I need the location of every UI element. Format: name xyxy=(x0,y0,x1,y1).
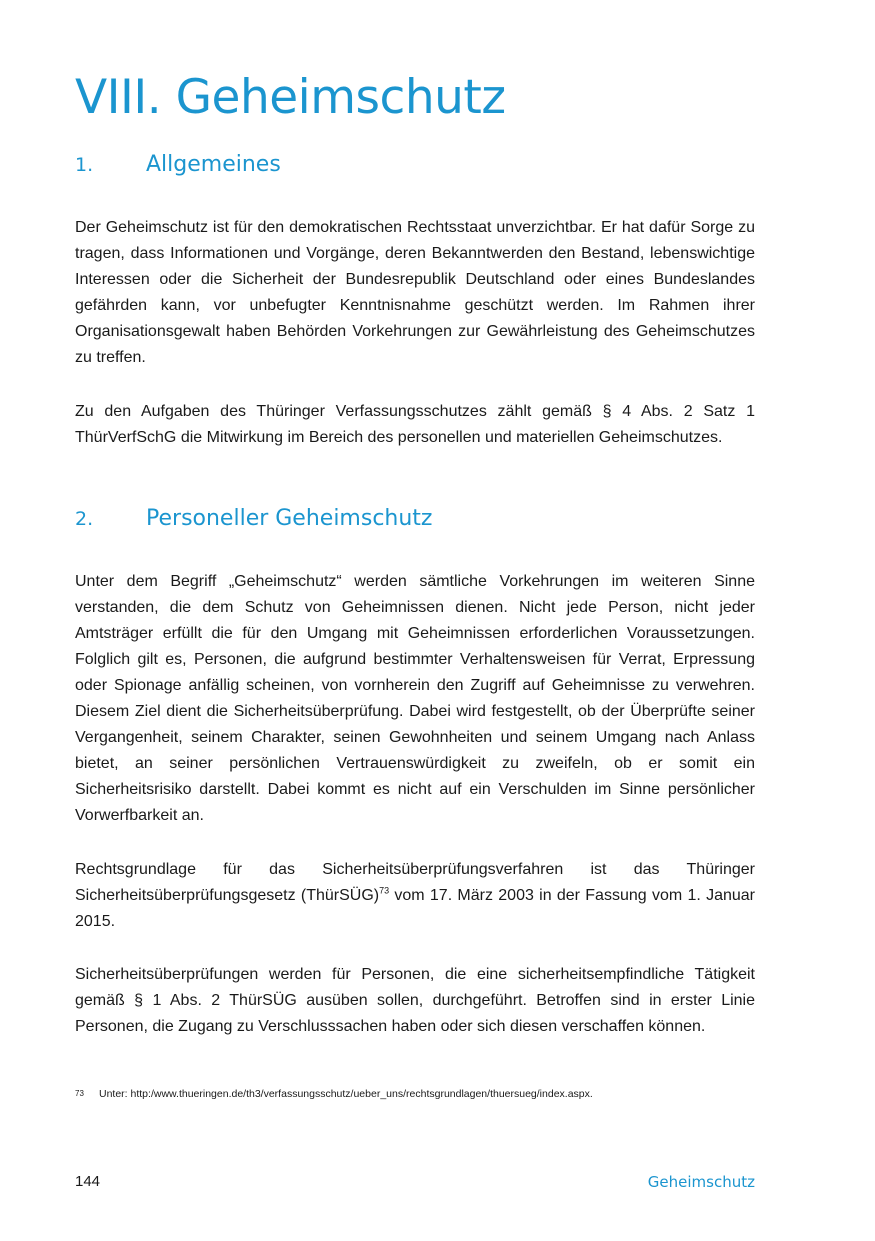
paragraph xyxy=(75,857,755,935)
section-heading-allgemeines xyxy=(75,150,281,180)
footnote-reference[interactable]: 73 xyxy=(379,885,390,896)
section-heading-personeller-geheimschutz xyxy=(75,504,432,534)
section-number: 1. xyxy=(75,154,94,176)
footnote xyxy=(75,1087,755,1101)
paragraph: Unter dem Begriff „Geheimschutz“ werden sämtliche Vorkehrungen im weiteren Sinne verstanden, die dem Schutz von Geheimnissen dienen. Nicht jede Person, nicht jeder Amtsträger erfüllt die für den Umgang mit Geheimnissen erforderlichen Voraussetzungen. Folglich gilt es, Personen, die aufgrund bestimmter Verhaltensweisen für Verrat, Erpressung oder Spionage anfällig scheinen, von vornherein den Zugriff auf Geheimnisse zu verwehren. Diesem Ziel dient die Sicherheitsüberprüfung. Dabei wird festgestellt, ob der Überprüfte seiner Vergangenheit, seinem Charakter, seinen Gewohnheiten und seinem Umgang nach Anlass bietet, an seiner persönlichen Vertrauenswürdigkeit zu zweifeln, ob er somit ein Sicherheitsrisiko darstellt. Dabei kommt es nicht auf ein Verschulden im Sinne persönlicher Vorwerfbarkeit an. xyxy=(75,573,755,824)
footnote-number: 73 xyxy=(75,1089,84,1098)
running-footer-title: Geheimschutz xyxy=(647,1173,755,1191)
paragraph-text: Rechtsgrundlage für das Sicherheitsüberprüfungsverfahren ist das Thüringer Sicherheitsüberprüfungsgesetz (ThürSÜG) xyxy=(75,861,755,904)
footnote-text: Unter: http:/www.thueringen.de/th3/verfassungsschutz/ueber_uns/rechtsgrundlagen/thuersueg/index.aspx. xyxy=(99,1088,593,1100)
paragraph: Sicherheitsüberprüfungen werden für Personen, die eine sicherheitsempfindliche Tätigkeit gemäß § 1 Abs. 2 ThürSÜG ausüben sollen, durchgeführt. Betroffen sind in erster Linie Personen, die Zugang zu Verschlusssachen haben oder sich diesen verschaffen können. xyxy=(75,966,755,1035)
section-number: 2. xyxy=(75,508,94,530)
page-number: 144 xyxy=(75,1173,101,1190)
paragraph: Der Geheimschutz ist für den demokratischen Rechtsstaat unverzichtbar. Er hat dafür Sorge zu tragen, dass Informationen und Vorgänge, deren Bekanntwerden den Bestand, lebenswichtige Interessen oder die Sicherheit der Bundesrepublik Deutschland oder eines Bundeslandes gefährden kann, vor unbefugter Kenntnisnahme geschützt werden. Im Rahmen ihrer Organisationsgewalt haben Behörden Vorkehrungen zur Gewährleistung des Geheimschutzes zu treffen. xyxy=(75,219,755,366)
paragraph: Zu den Aufgaben des Thüringer Verfassungsschutzes zählt gemäß § 4 Abs. 2 Satz 1 ThürVerfSchG die Mitwirkung im Bereich des personellen und materiellen Geheimschutzes. xyxy=(75,403,755,446)
paragraph-text: vom 17. März 2003 in der Fassung vom 1. Januar 2015. xyxy=(75,887,755,930)
section-title: Allgemeines xyxy=(146,152,281,177)
chapter-title: VIII. Geheimschutz xyxy=(75,70,506,125)
section-title: Personeller Geheimschutz xyxy=(146,506,433,531)
